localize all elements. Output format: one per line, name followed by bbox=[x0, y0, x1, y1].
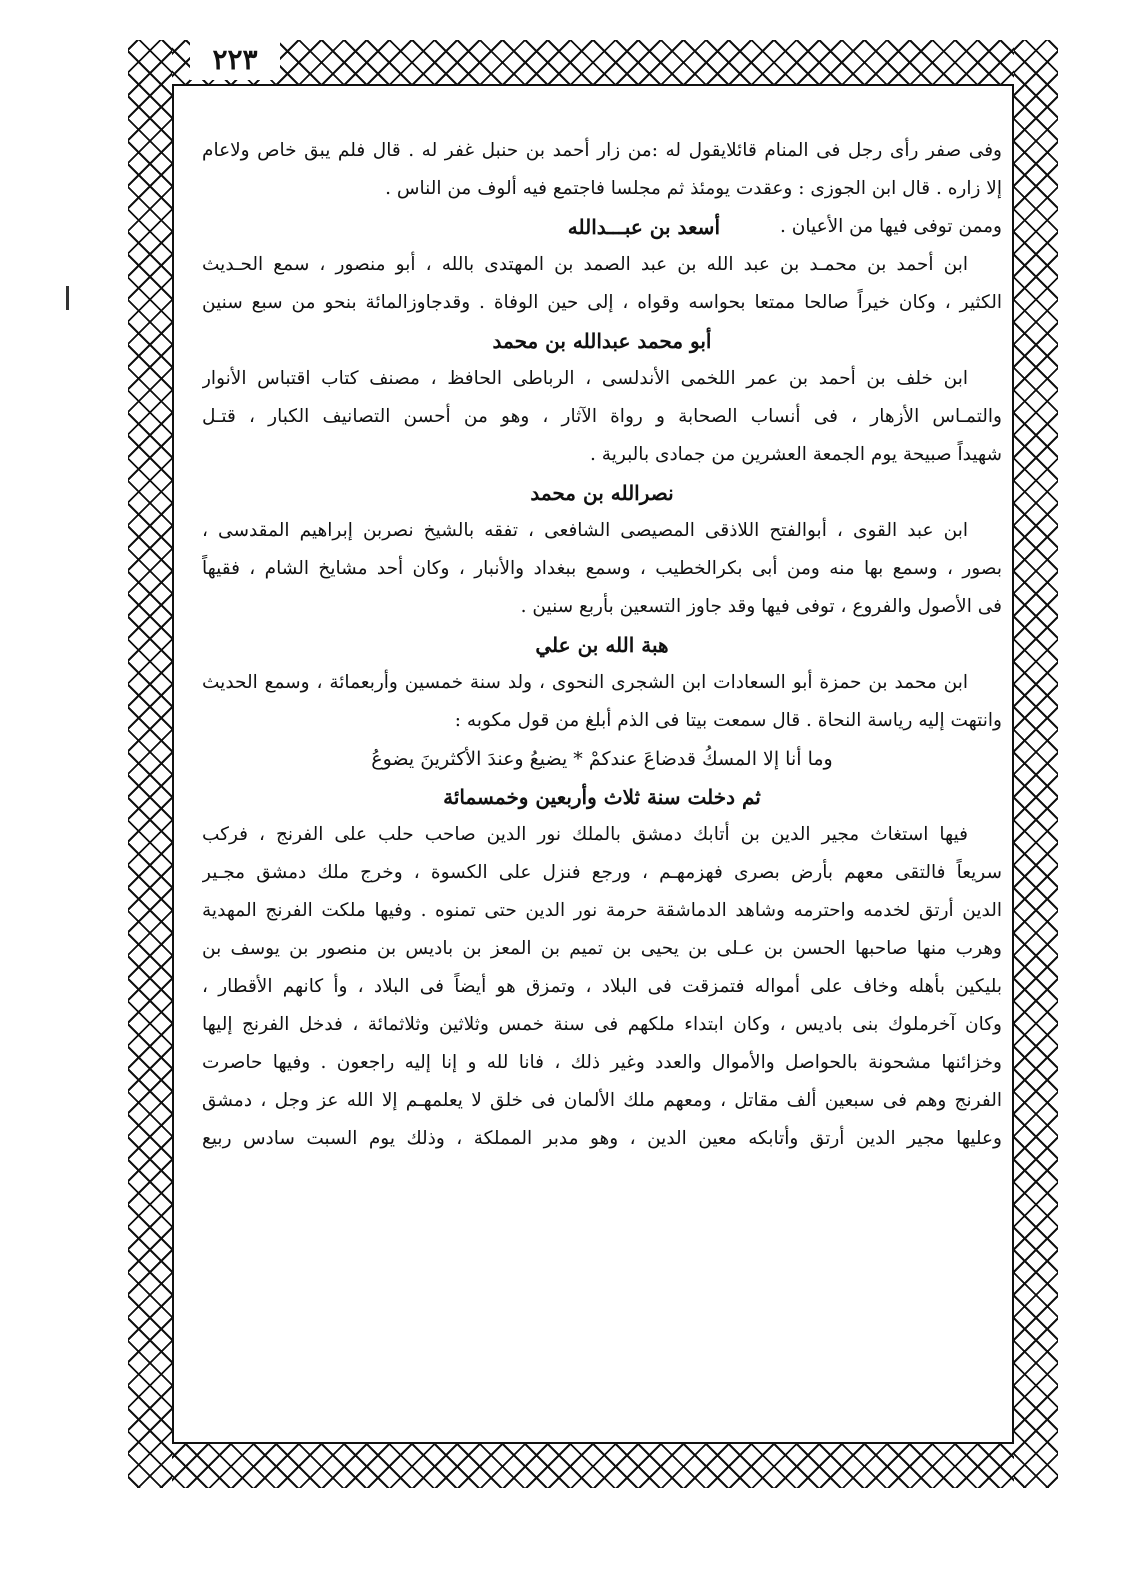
text-line: وخزائنها مشحونة بالحواصل والأموال والعدد وغير ذلك ، فانا لله و إنا إليه راجعون . وفيها حاصرت bbox=[202, 1052, 1002, 1073]
text-line: وممن توفى فيها من الأعيان . bbox=[780, 216, 1002, 237]
margin-mark bbox=[66, 286, 69, 310]
section-heading: أبو محمد عبدالله بن محمد bbox=[492, 329, 712, 353]
section-heading: ثم دخلت سنة ثلاث وأربعين وخمسمائة bbox=[443, 785, 761, 809]
text-line: فى الأصول والفروع ، توفى فيها وقد جاوز التسعين بأربع سنين . bbox=[520, 596, 1002, 617]
text-line: وكان آخرملوك بنى باديس ، وكان ابتداء ملكهم فى سنة خمس وثلاثين وثلاثمائة ، فدخل الفرنج إليها bbox=[202, 1014, 1002, 1035]
text-line: والتمـاس الأزهار ، فى أنساب الصحابة و رواة الآثار ، وهو من أحسن التصانيف الكبار ، قتـل bbox=[202, 406, 1002, 427]
text-line: إلا زاره . قال ابن الجوزى : وعقدت يومئذ ثم مجلسا فاجتمع فيه ألوف من الناس . bbox=[385, 178, 1002, 199]
text-line-with-heading bbox=[202, 208, 1002, 246]
text-line: وانتهت إليه رياسة النحاة . قال سمعت بيتا فى الذم أبلغ من قول مكوبه : bbox=[454, 710, 1002, 731]
ornamental-border-left bbox=[128, 40, 172, 1488]
text-line: الكثير ، وكان خيراً صالحا ممتعا بحواسه وقواه ، إلى حين الوفاة . وقدجاوزالمائة بنحو من سبع سنين bbox=[202, 292, 1002, 313]
text-line: شهيداً صبيحة يوم الجمعة العشرين من جمادى بالبرية . bbox=[590, 444, 1002, 465]
page-number: ٢٢٣ bbox=[190, 40, 280, 80]
text-line: وهرب منها صاحبها الحسن بن عـلى بن يحيى بن تميم بن المعز بن باديس بن منصور بن يوسف بن bbox=[202, 938, 1002, 959]
text-line: الفرنج وهم فى سبعين ألف مقاتل ، ومعهم ملك الألمان فى خلق لا يعلمهـم إلا الله عز وجل ، دمشق bbox=[202, 1090, 1002, 1111]
section-heading: أسعد بن عبـــدالله bbox=[567, 215, 720, 239]
page-body bbox=[202, 132, 1002, 1158]
text-line: الدين أرتق لخدمه واحترمه وشاهد الدماشقة حرمة نور الدين حتى تمنوه . وفيها ملكت الفرنج المهدية bbox=[202, 900, 1002, 921]
section-heading: نصرالله بن محمد bbox=[530, 481, 674, 505]
section-heading: هبة الله بن علي bbox=[535, 633, 669, 657]
ornamental-border-right bbox=[1014, 40, 1058, 1488]
poetry-verse: وما أنا إلا المسكُ قدضاعَ عندكمْ * يضيعُ وعندَ الأكثرينَ يضوعُ bbox=[371, 748, 833, 770]
text-line: ابن محمد بن حمزة أبو السعادات ابن الشجرى النحوى ، ولد سنة خمسين وأربعمائة ، وسمع الحديث bbox=[202, 672, 968, 693]
text-line: ابن خلف بن أحمد بن عمر اللخمى الأندلسى ، الرباطى الحافظ ، مصنف كتاب اقتباس الأنوار bbox=[202, 368, 969, 389]
text-line: وعليها مجير الدين أرتق وأتابكه معين الدين ، وهو مدبر المملكة ، وذلك يوم السبت سادس ربيع bbox=[202, 1128, 1002, 1149]
text-line: ابن عبد القوى ، أبوالفتح اللاذقى المصيصى الشافعى ، تفقه بالشيخ نصربن إبراهيم المقدسى ، bbox=[202, 520, 968, 541]
text-line: وفى صفر رأى رجل فى المنام قائلايقول له :من زار أحمد بن حنبل غفر له . قال فلم يبق خاص ولاعام bbox=[202, 140, 1002, 161]
text-line: فيها استغاث مجير الدين بن أتابك دمشق بالملك نور الدين صاحب حلب على الفرنج ، فركب bbox=[202, 824, 968, 845]
text-line: ابن أحمد بن محمـد بن عبد الله بن عبد الصمد بن المهتدى بالله ، أبو منصور ، سمع الحـديث bbox=[202, 254, 968, 275]
text-line: بليكين بأهله وخاف على أمواله فتمزقت فى البلاد ، وتمزق هو أيضاً فى البلاد ، وأ كانهم الأقطار ، bbox=[202, 976, 1002, 997]
text-line: بصور ، وسمع بها منه ومن أبى بكرالخطيب ، وسمع ببغداد والأنبار ، وكان أحد مشايخ الشام ، فقيهاً bbox=[202, 558, 1002, 579]
text-line: سريعاً فالتقى معهم بأرض بصرى فهزمهـم ، ورجع فنزل على الكسوة ، وخرج ملك دمشق مجـير bbox=[202, 862, 1002, 883]
ornamental-border-bottom bbox=[128, 1444, 1058, 1488]
